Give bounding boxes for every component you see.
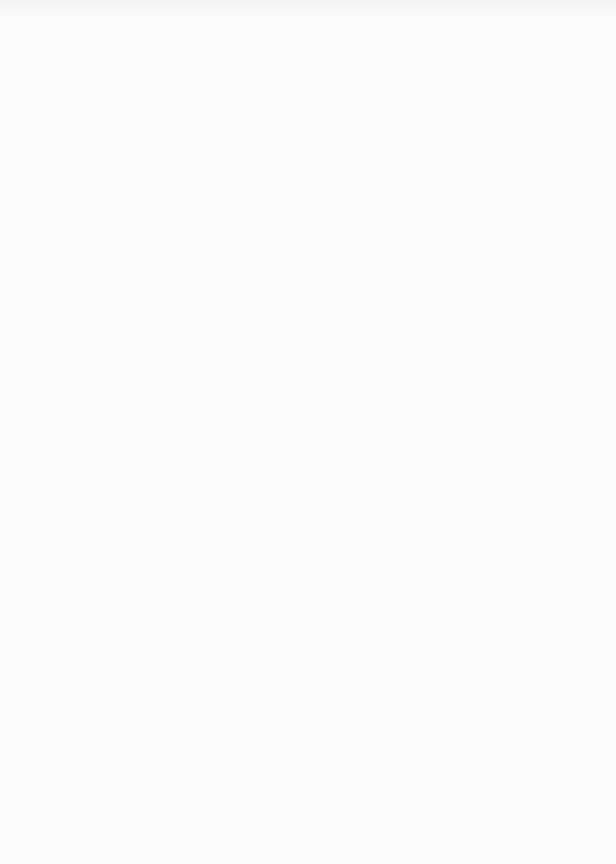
scan-edge (0, 0, 616, 16)
